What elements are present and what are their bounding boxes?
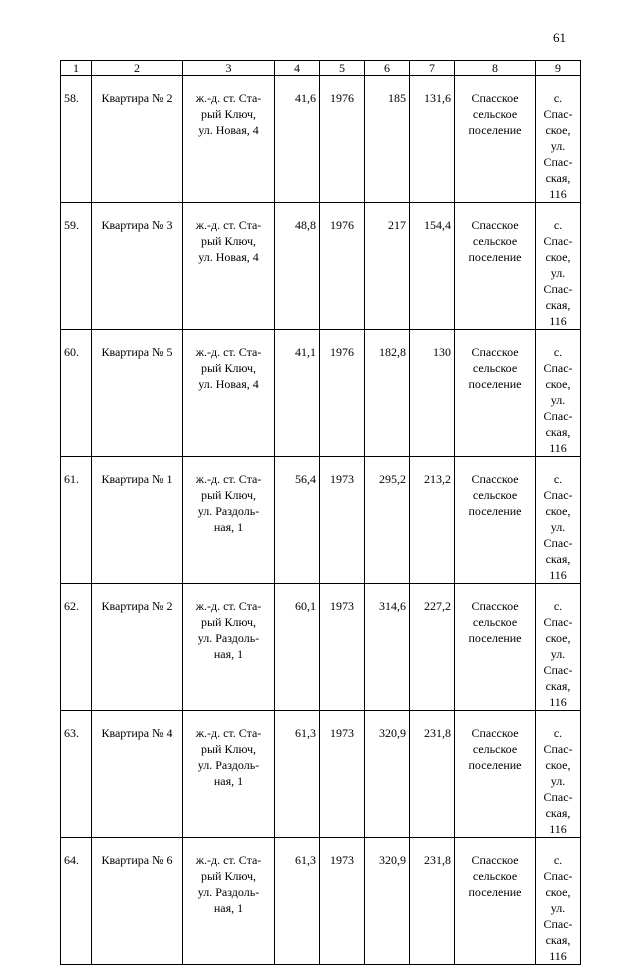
- object-year: 1973: [320, 711, 365, 838]
- header-cell: 7: [410, 61, 455, 76]
- owner-location: с. Спас- ское, ул. Спас- ская, 116: [536, 330, 581, 457]
- table-row: [61, 457, 581, 584]
- object-name: Квартира № 5: [92, 330, 183, 457]
- value-col7: 154,4: [410, 203, 455, 330]
- owner-location: с. Спас- ское, ул. Спас- ская, 116: [536, 838, 581, 965]
- object-area: 41,1: [275, 330, 320, 457]
- object-name: Квартира № 2: [92, 76, 183, 203]
- table-row: [61, 330, 581, 457]
- header-cell: 6: [365, 61, 410, 76]
- object-year: 1976: [320, 203, 365, 330]
- row-number: 58.: [61, 76, 92, 203]
- object-year: 1973: [320, 838, 365, 965]
- object-address: ж.-д. ст. Ста- рый Ключ, ул. Раздоль- ная, 1: [183, 457, 275, 584]
- object-area: 61,3: [275, 838, 320, 965]
- object-year: 1976: [320, 330, 365, 457]
- row-number: 60.: [61, 330, 92, 457]
- object-address: ж.-д. ст. Ста- рый Ключ, ул. Раздоль- ная, 1: [183, 584, 275, 711]
- property-table: [60, 60, 581, 965]
- object-owner: Спасское сельское поселение: [455, 711, 536, 838]
- object-area: 48,8: [275, 203, 320, 330]
- object-year: 1973: [320, 457, 365, 584]
- header-cell: 5: [320, 61, 365, 76]
- table-row: [61, 203, 581, 330]
- object-address: ж.-д. ст. Ста- рый Ключ, ул. Раздоль- ная, 1: [183, 711, 275, 838]
- header-cell: 9: [536, 61, 581, 76]
- row-number: 62.: [61, 584, 92, 711]
- value-col7: 213,2: [410, 457, 455, 584]
- table-row: [61, 711, 581, 838]
- table-row: [61, 584, 581, 711]
- owner-location: с. Спас- ское, ул. Спас- ская, 116: [536, 711, 581, 838]
- header-cell: 8: [455, 61, 536, 76]
- page-number: 61: [553, 30, 566, 45]
- object-owner: Спасское сельское поселение: [455, 330, 536, 457]
- header-cell: 3: [183, 61, 275, 76]
- object-name: Квартира № 1: [92, 457, 183, 584]
- table-header-row: [61, 61, 581, 76]
- row-number: 63.: [61, 711, 92, 838]
- object-address: ж.-д. ст. Ста- рый Ключ, ул. Новая, 4: [183, 76, 275, 203]
- object-name: Квартира № 4: [92, 711, 183, 838]
- value-col7: 231,8: [410, 711, 455, 838]
- object-year: 1976: [320, 76, 365, 203]
- row-number: 59.: [61, 203, 92, 330]
- value-col6: 314,6: [365, 584, 410, 711]
- header-cell: 1: [61, 61, 92, 76]
- value-col6: 217: [365, 203, 410, 330]
- object-name: Квартира № 3: [92, 203, 183, 330]
- object-address: ж.-д. ст. Ста- рый Ключ, ул. Новая, 4: [183, 203, 275, 330]
- owner-location: с. Спас- ское, ул. Спас- ская, 116: [536, 203, 581, 330]
- value-col7: 231,8: [410, 838, 455, 965]
- owner-location: с. Спас- ское, ул. Спас- ская, 116: [536, 76, 581, 203]
- value-col6: 295,2: [365, 457, 410, 584]
- value-col6: 182,8: [365, 330, 410, 457]
- row-number: 64.: [61, 838, 92, 965]
- value-col6: 320,9: [365, 838, 410, 965]
- value-col7: 130: [410, 330, 455, 457]
- object-area: 56,4: [275, 457, 320, 584]
- value-col6: 185: [365, 76, 410, 203]
- object-owner: Спасское сельское поселение: [455, 838, 536, 965]
- owner-location: с. Спас- ское, ул. Спас- ская, 116: [536, 584, 581, 711]
- object-owner: Спасское сельское поселение: [455, 584, 536, 711]
- object-area: 61,3: [275, 711, 320, 838]
- object-address: ж.-д. ст. Ста- рый Ключ, ул. Раздоль- ная, 1: [183, 838, 275, 965]
- object-address: ж.-д. ст. Ста- рый Ключ, ул. Новая, 4: [183, 330, 275, 457]
- row-number: 61.: [61, 457, 92, 584]
- object-year: 1973: [320, 584, 365, 711]
- object-name: Квартира № 2: [92, 584, 183, 711]
- table-row: [61, 838, 581, 965]
- value-col7: 227,2: [410, 584, 455, 711]
- object-owner: Спасское сельское поселение: [455, 76, 536, 203]
- object-area: 41,6: [275, 76, 320, 203]
- object-name: Квартира № 6: [92, 838, 183, 965]
- owner-location: с. Спас- ское, ул. Спас- ская, 116: [536, 457, 581, 584]
- value-col6: 320,9: [365, 711, 410, 838]
- header-cell: 2: [92, 61, 183, 76]
- object-owner: Спасское сельское поселение: [455, 203, 536, 330]
- table-row: [61, 76, 581, 203]
- header-cell: 4: [275, 61, 320, 76]
- object-owner: Спасское сельское поселение: [455, 457, 536, 584]
- object-area: 60,1: [275, 584, 320, 711]
- value-col7: 131,6: [410, 76, 455, 203]
